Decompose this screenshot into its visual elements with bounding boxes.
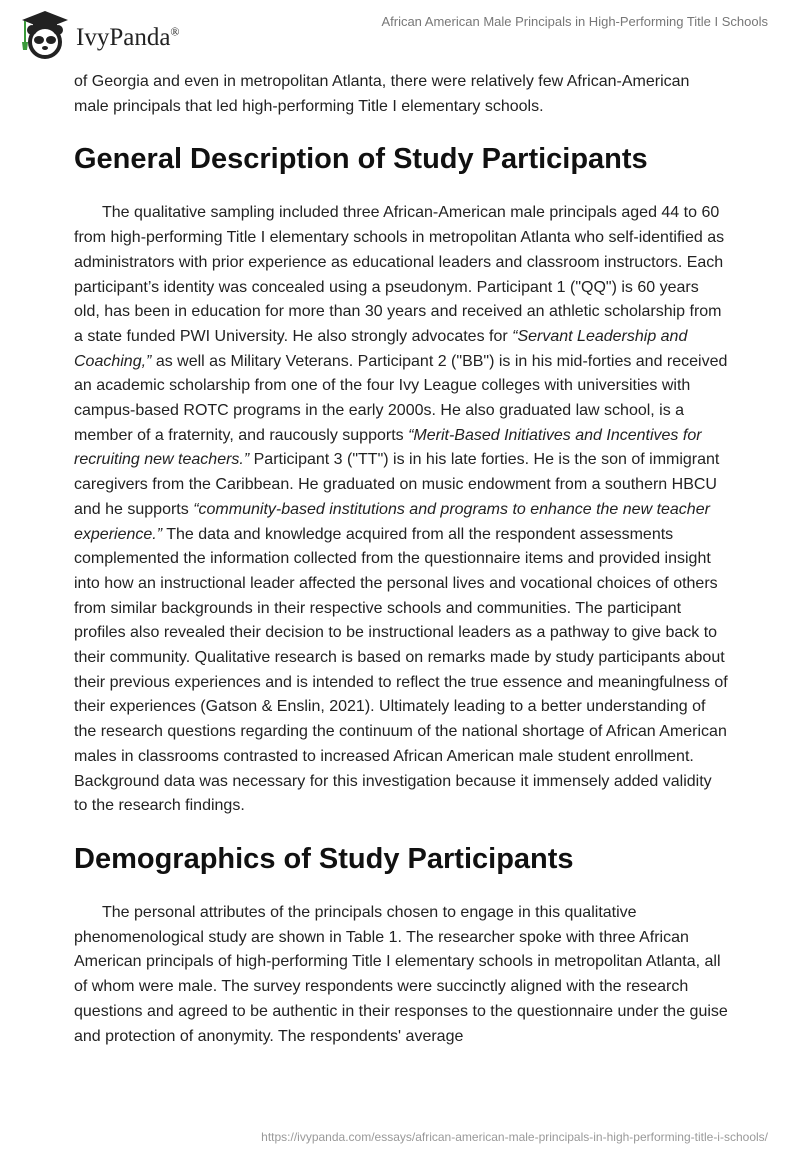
- general-description-paragraph: [74, 201, 728, 819]
- text-segment: as well as Military Veterans. Participant 2 ("BB") is in his mid-forties and received an academic scholarship from one of the four Ivy League colleges with universities with campus-based ROTC programs in the early 2000s. He also graduated law school, is a member of a fraternity, and raucously supports: [74, 352, 728, 444]
- text-segment: Participant 3 ("TT") is in his late forties. He is the son of immigrant caregivers from the Caribbean. He graduated on music endowment from a southern HBCU and he supports: [74, 451, 720, 518]
- brand-text: IvyPanda: [76, 24, 171, 51]
- brand-name: [76, 24, 180, 52]
- text-segment: The qualitative sampling included three African-American male principals aged 44 to 60 from high-performing Title I elementary schools in metropolitan Atlanta who self-identified as administrators with prior experience as educational leaders and classroom instructors. Each participant’s identity was concealed using a pseudonym. Participant 1 ("QQ") is 60 years old, has been in education for more than 30 years and received an athletic scholarship from a state funded PWI University. He also strongly advocates for: [74, 204, 725, 345]
- panda-graduate-icon: [18, 8, 72, 60]
- section-heading-demographics: Demographics of Study Participants: [74, 842, 574, 875]
- quote-segment: “community-based institutions and programs to enhance the new teacher experience.”: [74, 500, 710, 543]
- ivypanda-logo[interactable]: [18, 8, 180, 60]
- intro-paragraph: of Georgia and even in metropolitan Atlanta, there were relatively few African-American male principals that led high-performing Title I elementary schools.: [74, 73, 690, 115]
- demographics-paragraph: The personal attributes of the principals chosen to engage in this qualitative phenomenological study are shown in Table 1. The researcher spoke with three African American principals of high-performing Title I elementary schools in metropolitan Atlanta, all of whom were male. The survey respondents were succinctly aligned with the research questions and agreed to be authentic in their responses to the questionnaire under the guise and protection of anonymity. The respondents' average: [74, 903, 728, 1045]
- quote-segment: “Merit-Based Initiatives and Incentives for recruiting new teachers.”: [74, 426, 702, 469]
- registered-mark: ®: [170, 24, 180, 39]
- section-heading-general-description: General Description of Study Participants: [74, 143, 648, 176]
- quote-segment: “Servant Leadership and Coaching,”: [74, 327, 688, 370]
- document-title: African American Male Principals in High-Performing Title I Schools: [381, 14, 768, 29]
- text-segment: The data and knowledge acquired from all the respondent assessments complemented the information collected from the questionnaire items and provided insight into how an instructional leader affected the personal lives and vocational choices of others from similar backgrounds in their respective schools and communities. The participant profiles also revealed their decision to be instructional leaders as a pathway to give back to their community. Qualitative research is based on remarks made by study participants about their previous experiences and is intended to reflect the true essence and meaningfulness of their experiences (Gatson & Enslin, 2021). Ultimately leading to a better understanding of the research questions regarding the continuum of the national shortage of African American males in classrooms contrasted to increased African American male student enrollment. Background data was necessary for this investigation because it immensely added validity to the research findings.: [74, 525, 728, 815]
- essay-content: [74, 70, 728, 1049]
- footer-url-link[interactable]: https://ivypanda.com/essays/african-american-male-principals-in-high-performing-title-i-schools/: [261, 1130, 768, 1144]
